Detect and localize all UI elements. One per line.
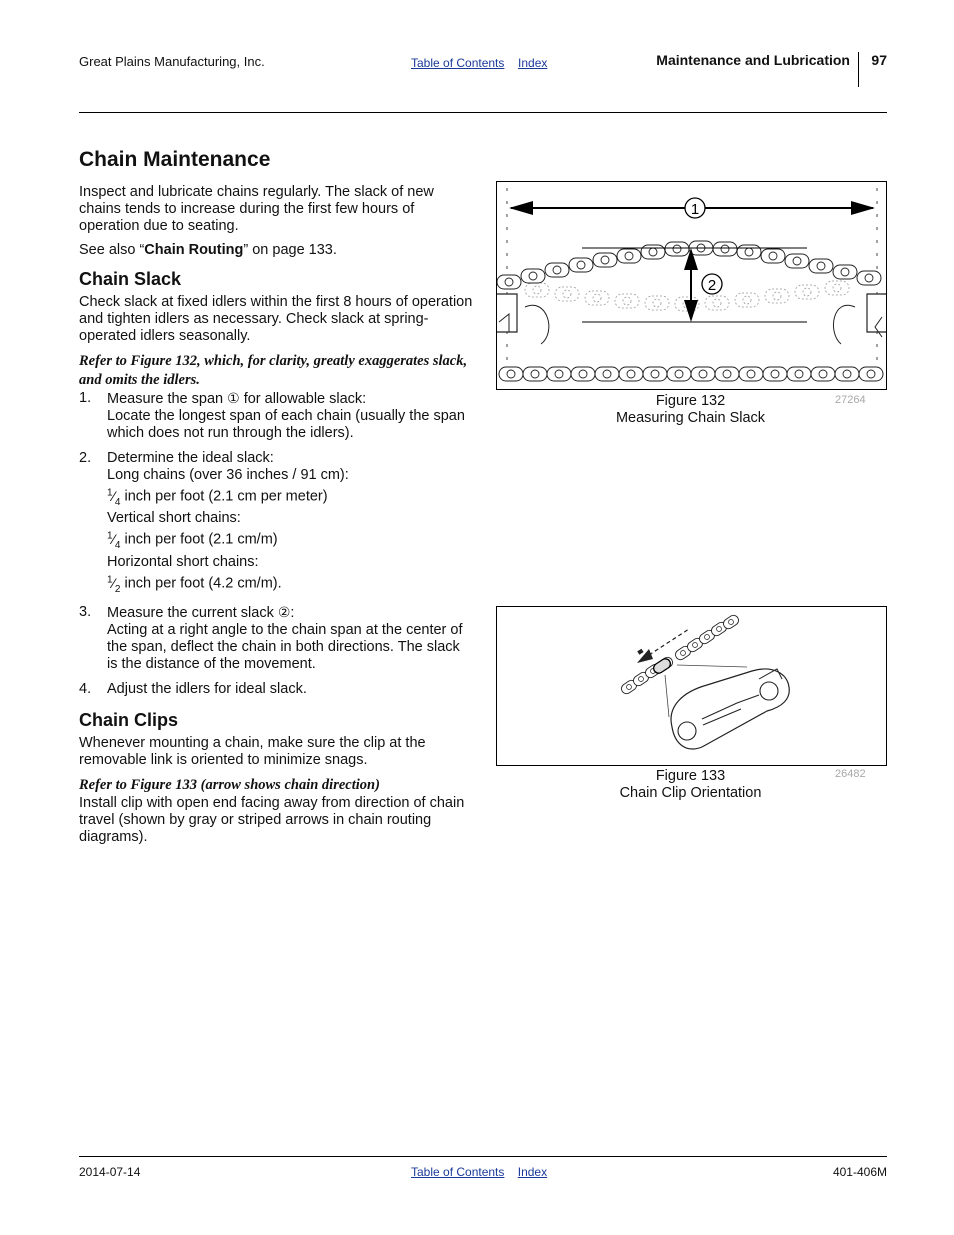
header-rule xyxy=(79,112,887,113)
figure-133-refnote: Refer to Figure 133 (arrow shows chain direction) xyxy=(79,777,380,794)
span-arrow-right-head xyxy=(851,201,875,215)
section-title: Maintenance and Lubrication xyxy=(656,52,850,68)
list-item: 4. Adjust the idlers for ideal slack. xyxy=(79,681,307,698)
see-also-paragraph: See also “Chain Routing” on page 133. xyxy=(79,242,337,258)
list-item: 1. Measure the span ① for allowable slack: Locate the longest span of each chain (usually the span which does not run through the idlers). xyxy=(79,390,465,441)
fraction-half: $^1⁄_2$ xyxy=(107,573,121,595)
figure-133-label: Figure 133 xyxy=(655,768,726,784)
chain-clips-text: Whenever mounting a chain, make sure the clip at the removable link is oriented to minimize snags. xyxy=(79,735,426,769)
chain-segment-upper xyxy=(674,613,741,661)
fraction-quarter: $^1⁄_4$ xyxy=(107,487,121,508)
chain-slack-text: Check slack at fixed idlers within the first 8 hours of operation and tighten idlers as necessary. Check slack at spring-operated idlers seasonally. xyxy=(79,294,473,344)
enlarged-clip-icon xyxy=(671,669,789,749)
detail-leader-line xyxy=(677,665,747,667)
svg-text:2: 2 xyxy=(707,277,717,294)
footer-date: 2014-07-14 xyxy=(79,1165,141,1179)
lower-chain-span xyxy=(499,367,883,381)
footer-links xyxy=(411,1165,557,1179)
figure-133-image xyxy=(496,606,887,766)
callout-1-symbol: ① xyxy=(227,390,240,406)
page-number: 97 xyxy=(871,52,887,68)
intro-paragraph: Inspect and lubricate chains regularly. The slack of new chains tends to increase during the first few hours of operation due to seating. xyxy=(79,184,434,234)
figure-132-image xyxy=(496,181,887,390)
figure-133-caption xyxy=(496,768,885,802)
chain-clips-heading: Chain Clips xyxy=(79,710,179,731)
svg-text:1: 1 xyxy=(690,201,700,218)
list-item: 3. Measure the current slack ②: Acting at a right angle to the chain span at the center of the span, deflect the chain in both directions. The slack is the distance of the movement. xyxy=(79,604,463,673)
header-links xyxy=(411,55,557,70)
fraction-quarter: $^1⁄_4$ xyxy=(107,530,121,551)
main-text-column xyxy=(79,148,474,853)
footer-index-link[interactable]: Index xyxy=(517,1165,548,1179)
detail-leader-line xyxy=(665,675,669,717)
callout-1-icon xyxy=(685,198,705,218)
span-arrow-left-head xyxy=(509,201,533,215)
page-title: Chain Maintenance xyxy=(79,148,271,171)
figure-132-id: 27264 xyxy=(835,394,866,406)
right-sprocket-icon xyxy=(867,294,886,332)
footer-doc-id: 401-406M xyxy=(832,1165,887,1179)
list-item: 2. Determine the ideal slack: Long chains (over 36 inches / 91 cm): $^1⁄_4$ inch per foot (2.1 cm per meter) Vertical short chains: $^1⁄_4$ inch per foot (2.1 cm/m) Horizontal short chains: $^1⁄_2$ inch per foot (4.2 cm/m). xyxy=(79,450,349,595)
slack-steps-list xyxy=(79,390,474,698)
header-toc-link[interactable]: Table of Contents xyxy=(411,56,505,70)
figure-132-caption xyxy=(496,393,885,427)
footer-toc-link[interactable]: Table of Contents xyxy=(411,1165,505,1179)
chain-routing-reference: Chain Routing xyxy=(144,242,244,258)
footer-rule xyxy=(79,1156,887,1157)
figure-133-title: Chain Clip Orientation xyxy=(619,785,762,801)
callout-2-icon xyxy=(702,274,722,294)
figure-132-label: Figure 132 xyxy=(655,393,726,409)
left-sprocket-icon xyxy=(497,294,517,332)
figure-133-id: 26482 xyxy=(835,768,866,780)
figure-132-refnote: Refer to Figure 132, which, for clarity, greatly exaggerates slack, and omits the idlers. xyxy=(79,353,468,388)
figure-132-title: Measuring Chain Slack xyxy=(615,410,766,426)
company-name: Great Plains Manufacturing, Inc. xyxy=(79,54,265,69)
chain-slack-diagram xyxy=(497,182,886,389)
header-divider xyxy=(858,52,859,87)
header-index-link[interactable]: Index xyxy=(518,56,548,70)
chain-slack-heading: Chain Slack xyxy=(79,269,182,289)
callout-2-symbol: ② xyxy=(277,604,291,621)
chain-clips-text-2: Install clip with open end facing away from direction of chain travel (shown by gray or striped arrows in chain routing diagrams). xyxy=(79,795,465,846)
page-header xyxy=(79,52,887,88)
chain-clip-diagram xyxy=(497,607,886,765)
